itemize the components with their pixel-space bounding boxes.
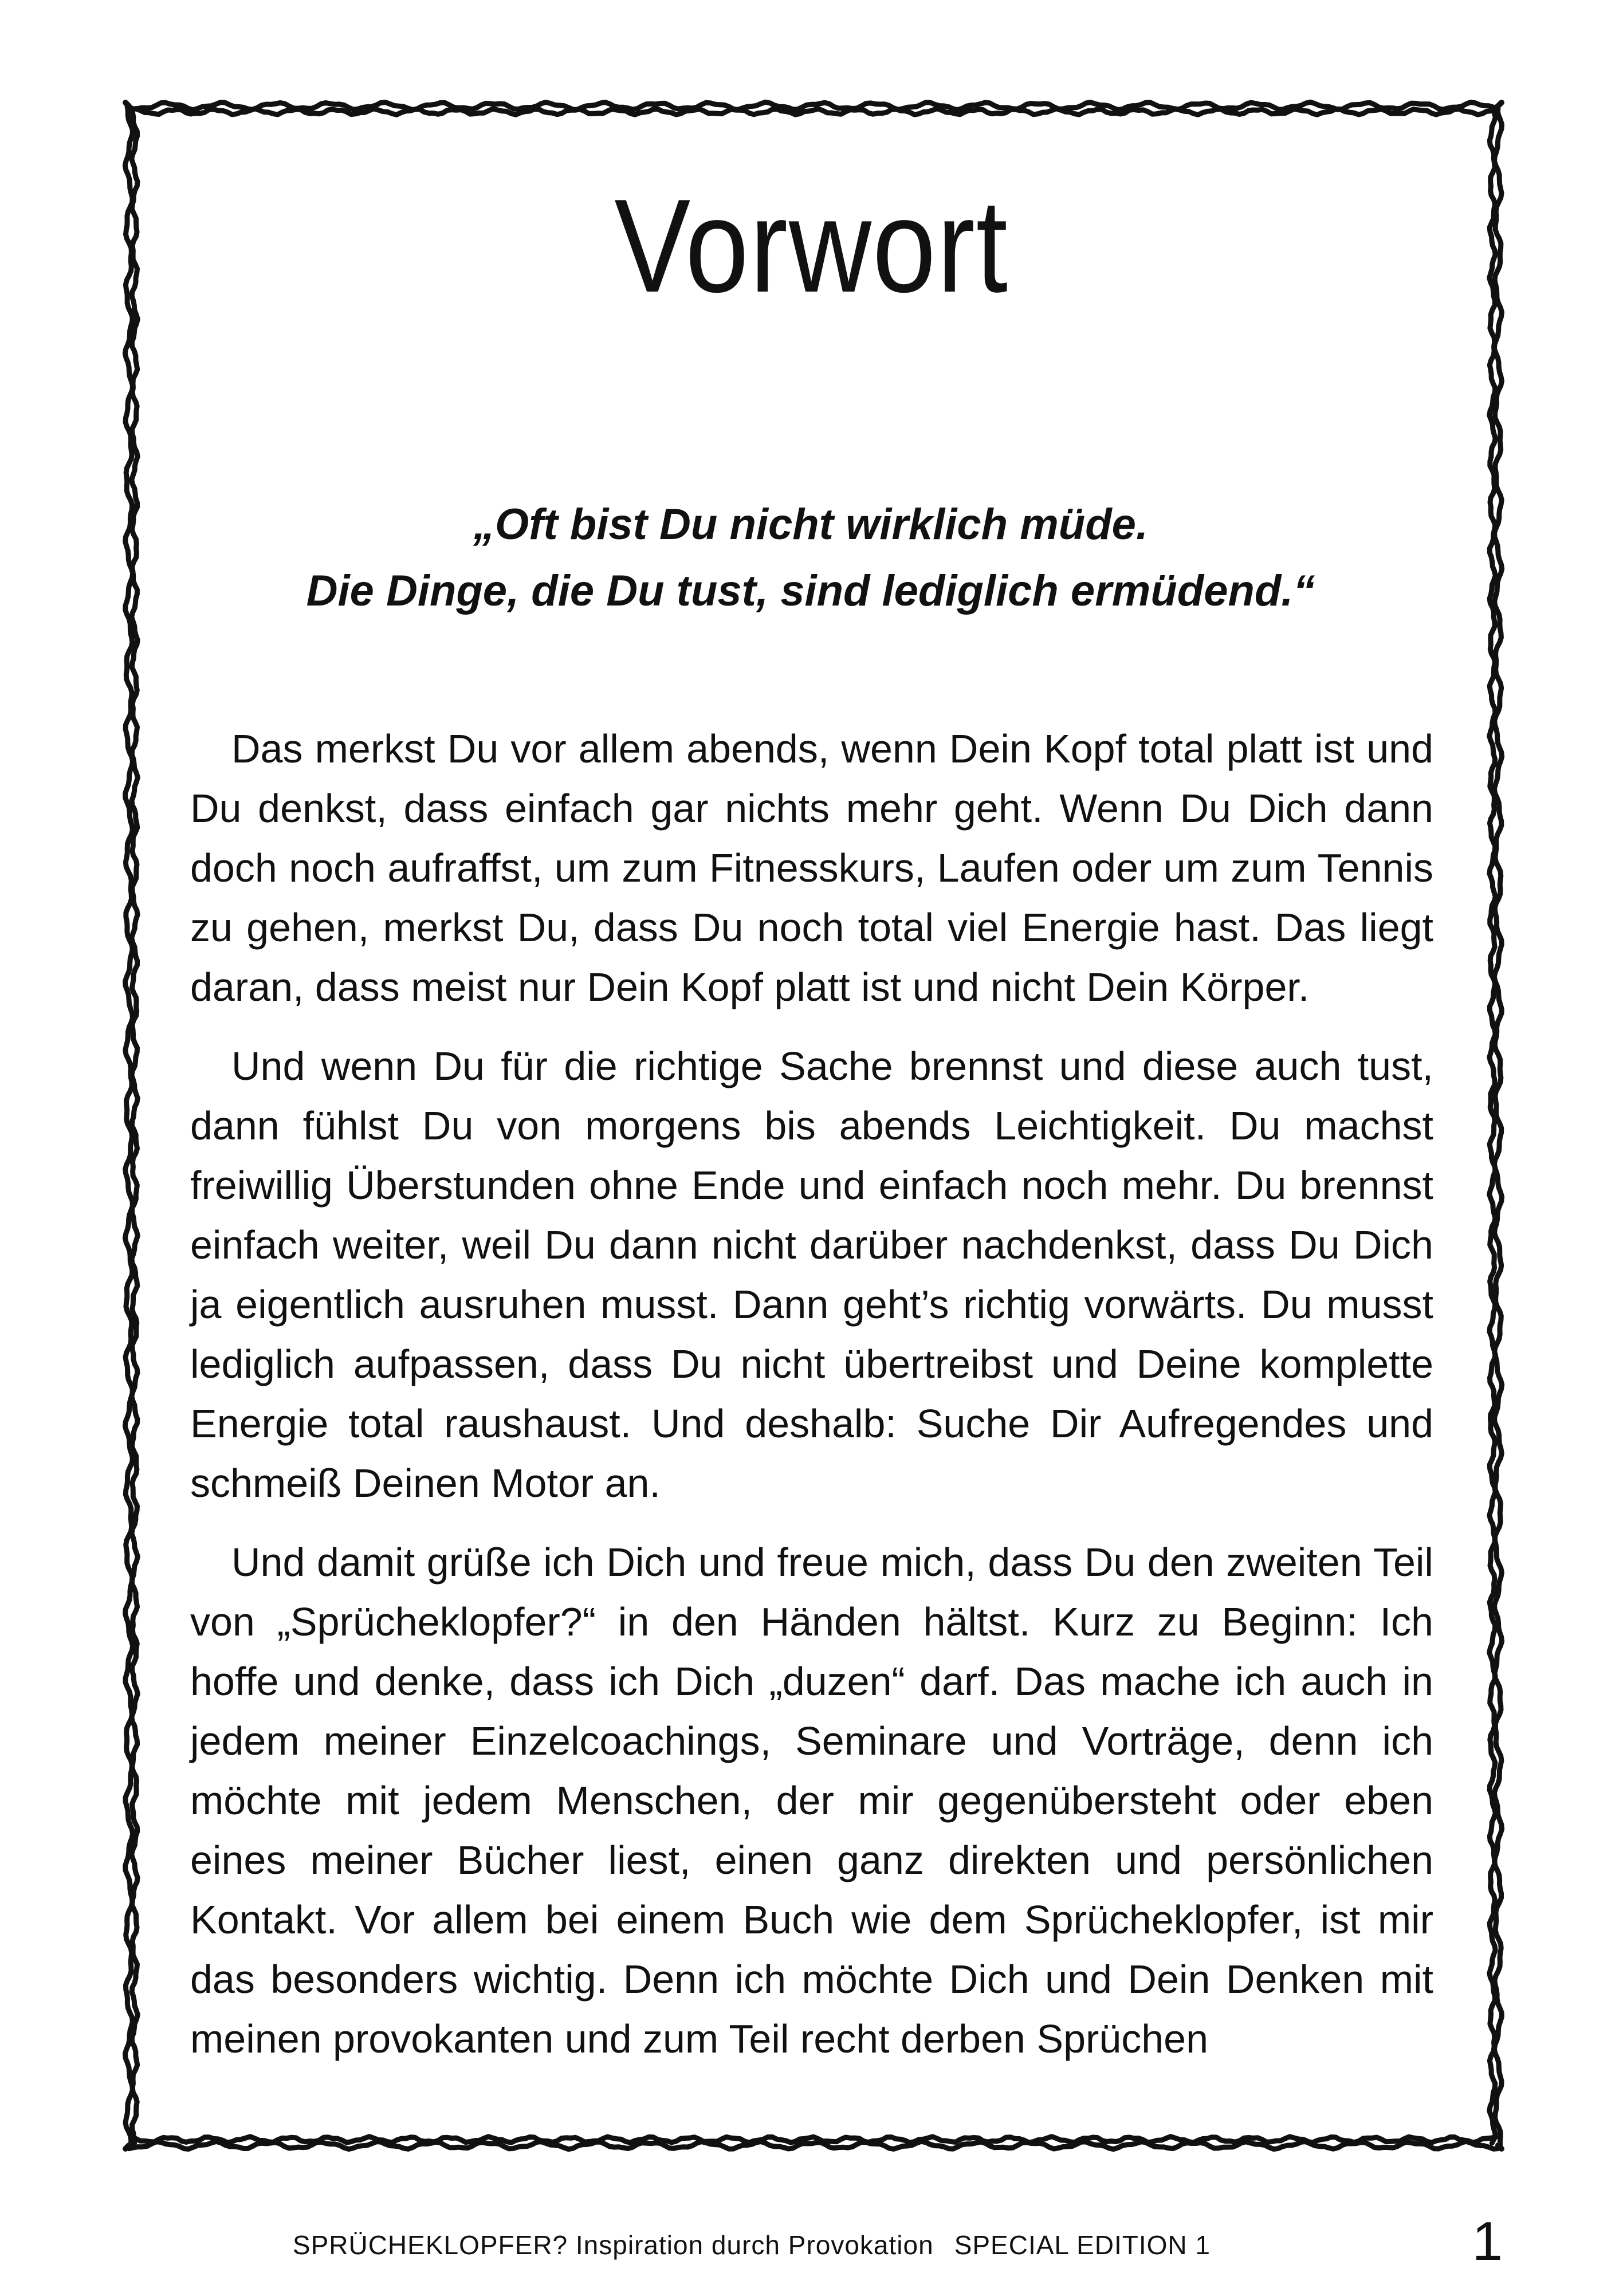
paragraph-1: Das merkst Du vor allem abends, wenn Dein Kopf total platt ist und Du denkst, dass einfach gar nichts mehr geht. Wenn Du Dich dann doch noch aufraffst, um zum Fitnesskurs, Laufen oder um zum Tennis zu gehen, merkst Du, dass Du noch total viel Energie hast. Das liegt daran, dass meist nur Dein Kopf platt ist und nicht Dein Körper. [190,726,1433,1009]
quote-line-1: „Oft bist Du nicht wirklich müde. [473,500,1149,549]
footer-book-title: SPRÜCHEKLOPFER? Inspiration durch Provokation [292,2230,934,2260]
paragraph-3: Und damit grüße ich Dich und freue mich, dass Du den zweiten Teil von „Sprücheklopfer?“ in den Händen hältst. Kurz zu Beginn: Ich hoffe und denke, dass ich Dich „duzen“ darf. Das mache ich auch in jedem meiner Einzelcoachings, Seminare und Vorträge, denn ich möchte mit jedem Menschen, der mir gegenübersteht oder eben eines meiner Bücher liest, einen ganz direkten und persönlichen Kontakt. Vor allem bei einem Buch wie dem Sprücheklopfer, ist mir das besonders wichtig. Denn ich möchte Dich und Dein Denken mit meinen provokanten und zum Teil recht derben Sprüchen [190,1540,1433,2061]
footer-running-title [293,2230,1211,2260]
paragraph-2: Und wenn Du für die richtige Sache brennst und diese auch tust, dann fühlst Du von morgens bis abends Leichtigkeit. Du machst freiwillig Überstunden ohne Ende und einfach noch mehr. Du brennst einfach weiter, weil Du dann nicht darüber nachdenkst, dass Du Dich ja eigentlich ausruhen musst. Dann geht’s richtig vorwärts. Du musst lediglich aufpassen, dass Du nicht übertreibst und Deine komplette Energie total raushaust. Und deshalb: Suche Dir Aufregendes und schmeiß Deinen Motor an. [190,1044,1433,1505]
footer-edition: SPECIAL EDITION 1 [954,2230,1211,2260]
page-number: 1 [1472,2211,1503,2272]
body-text [190,719,1433,2088]
quote-line-2: Die Dinge, die Du tust, sind lediglich ermüdend.“ [306,567,1315,615]
epigraph-quote [189,492,1432,624]
page-title: Vorwort [614,172,1009,320]
page-footer [0,2211,1623,2274]
